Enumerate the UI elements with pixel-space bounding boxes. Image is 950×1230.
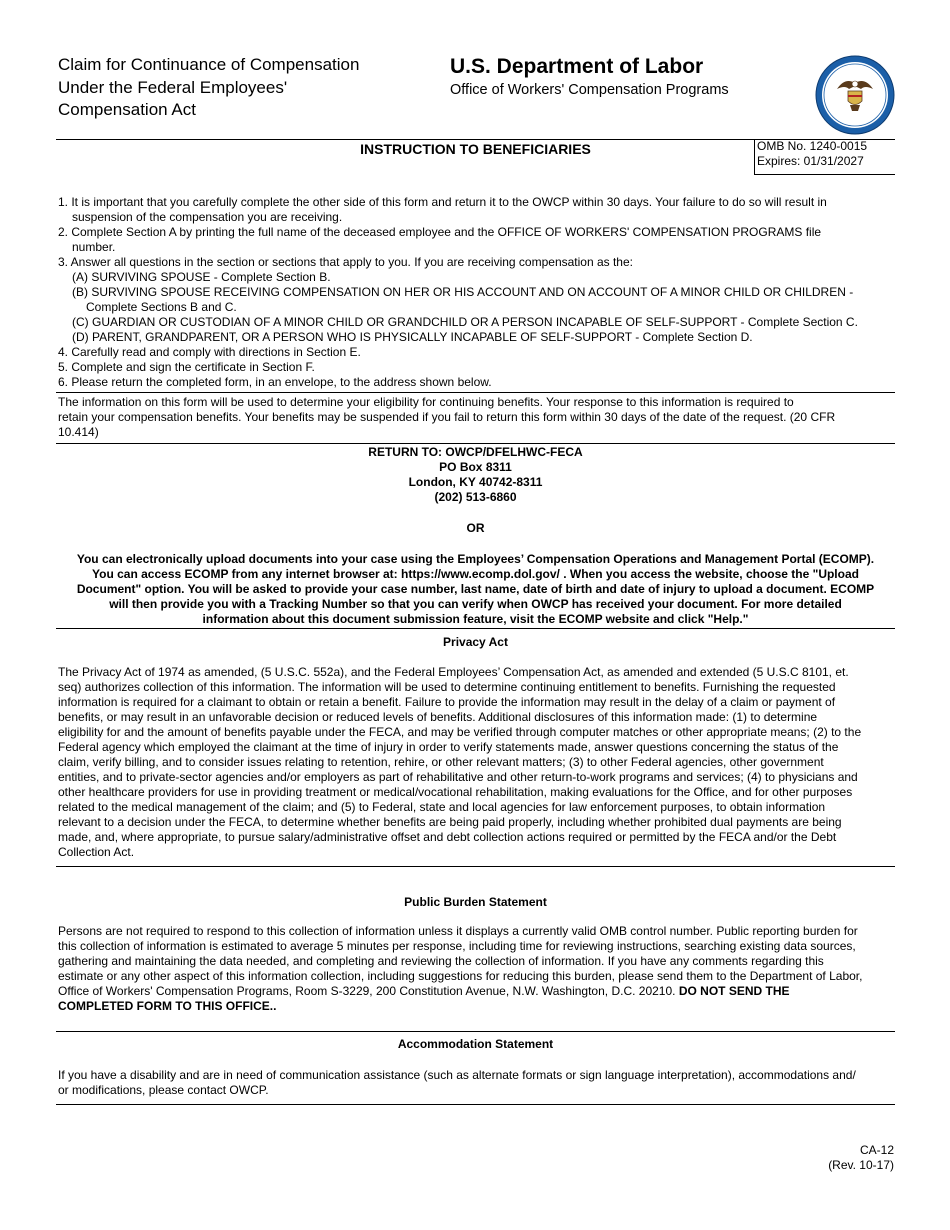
- accommodation-title: Accommodation Statement: [397, 1037, 554, 1051]
- list-item-continued: suspension of the compensation you are receiving.: [72, 210, 343, 224]
- accommodation-line: If you have a disability and are in need of communication assistance (such as alternate formats or sign language interpretation), accommodations and/: [58, 1068, 856, 1082]
- privacy-line: Federal agency which employed the claimant at the time of injury in order to verify statements made, answer questions concerning the status of the: [58, 740, 839, 754]
- ecomp-statement: [56, 552, 895, 627]
- privacy-line: claim, verify billing, and to consider issues relating to retention, rehire, or other relevant matters; (3) to other Federal agencies, other government: [58, 755, 824, 769]
- omb-number: OMB No. 1240-0015: [757, 139, 868, 153]
- public-burden-text: [58, 924, 862, 1014]
- privacy-act-title: Privacy Act: [443, 635, 508, 649]
- agency-name: U.S. Department of Labor: [450, 55, 704, 78]
- return-address: [56, 445, 895, 505]
- burden-line: [58, 999, 862, 1014]
- list-item-continued: number.: [72, 240, 116, 254]
- privacy-line: made, and, where appropriate, to pursue salary/administrative offset and debt collection actions required or permitted by the FECA and/or the Debt: [58, 830, 837, 844]
- info-line: retain your compensation benefits. Your benefits may be suspended if you fail to return this form within 30 days of the date of the request. (20 CFR: [58, 410, 836, 424]
- privacy-line: The Privacy Act of 1974 as amended, (5 U.S.C. 552a), and the Federal Employees’ Compensation Act, as amended and extended (5 U.S.C 8101, et.: [58, 665, 849, 679]
- info-line: 10.414): [58, 425, 99, 439]
- list-item: 1. It is important that you carefully complete the other side of this form and return it to the OWCP within 30 days. Your failure to do so will result in: [58, 195, 827, 209]
- sub-item: (D) PARENT, GRANDPARENT, OR A PERSON WHO IS PHYSICALLY INCAPABLE OF SELF-SUPPORT - Complete Section D.: [72, 330, 753, 344]
- form-title: [58, 54, 403, 122]
- public-burden-title: Public Burden Statement: [404, 895, 547, 909]
- divider: [56, 1031, 895, 1032]
- list-item: 4. Carefully read and comply with directions in Section E.: [58, 345, 361, 359]
- accommodation-line: or modifications, please contact OWCP.: [58, 1083, 269, 1097]
- form-title-line: Under the Federal Employees': [58, 77, 288, 97]
- return-phone: (202) 513-6860: [434, 490, 517, 504]
- office-name: Office of Workers' Compensation Programs: [450, 82, 729, 98]
- ecomp-line: information about this document submission feature, visit the ECOMP website and click "Help.": [202, 612, 749, 626]
- return-line: London, KY 40742-8311: [408, 475, 543, 489]
- ecomp-line: You can electronically upload documents into your case using the Employees’ Compensation Operations and Management Portal (ECOMP).: [76, 552, 875, 566]
- do-not-send-warning-continued: COMPLETED FORM TO THIS OFFICE..: [58, 999, 277, 1013]
- privacy-line: relevant to a decision under the FECA, to determine whether benefits are being paid properly, including whether prohibited dual payments are being: [58, 815, 842, 829]
- ecomp-line: Document" option. You will be asked to provide your case number, last name, date of birth and date of injury to upload a document. ECOMP: [76, 582, 875, 596]
- info-line: The information on this form will be used to determine your eligibility for continuing benefits. Your response to this information is required to: [58, 395, 794, 409]
- burden-line: estimate or any other aspect of this information collection, including suggestions for reducing this burden, please send them to the Department of Labor,: [58, 969, 863, 983]
- sub-item: (A) SURVIVING SPOUSE - Complete Section B.: [72, 270, 331, 284]
- ecomp-line: You can access ECOMP from any internet browser at: https://www.ecomp.dol.gov/ . When you access the website, choose the "Upload: [92, 567, 859, 581]
- dol-seal-icon: [815, 55, 895, 135]
- privacy-line: information is required for a claimant to obtain or retain a benefit. Failure to provide the information may result in the delay of a claim or payment of: [58, 695, 836, 709]
- info-statement: [58, 395, 835, 440]
- form-number: CA-12: [859, 1143, 894, 1157]
- instruction-list: [58, 195, 898, 390]
- sub-item: (B) SURVIVING SPOUSE RECEIVING COMPENSATION ON HER OR HIS ACCOUNT AND ON ACCOUNT OF A MINOR CHILD OR CHILDREN -: [72, 285, 854, 299]
- burden-address: Office of Workers' Compensation Programs, Room S-3229, 200 Constitution Avenue, N.W. Washington, D.C. 20210.: [58, 984, 679, 998]
- list-item: 3. Answer all questions in the section or sections that apply to you. If you are receiving compensation as the:: [58, 255, 633, 269]
- privacy-line: seq) authorizes collection of this information. The information will be used to determine continuing entitlement to benefits. Furnishing the requested: [58, 680, 836, 694]
- privacy-line: eligibility for and the amount of benefits payable under the FECA, and may be verified through computer matches or other appropriate means; (2) to the: [58, 725, 862, 739]
- privacy-act-text: [58, 665, 861, 860]
- return-line: PO Box 8311: [439, 460, 512, 474]
- list-item: 5. Complete and sign the certificate in Section F.: [58, 360, 315, 374]
- burden-line: gathering and maintaining the data needed, and completing and reviewing the collection of information. If you have any comments regarding this: [58, 954, 824, 968]
- instructions-title: INSTRUCTION TO BENEFICIARIES: [360, 141, 591, 157]
- privacy-line: entities, and to private-sector agencies and/or employers as part of rehabilitative and other return-to-work programs and services; (4) to physicians and: [58, 770, 858, 784]
- privacy-line: other healthcare providers for use in providing treatment or medical/vocational rehabilitation, making evaluations for the Office, and for other purposes: [58, 785, 853, 799]
- burden-line: this collection of information is estimated to average 5 minutes per response, including time for reviewing instructions, searching existing data sources,: [58, 939, 856, 953]
- return-line: RETURN TO: OWCP/DFELHWC-FECA: [368, 445, 583, 459]
- form-title-line: Compensation Act: [58, 100, 196, 119]
- list-item: 2. Complete Section A by printing the full name of the deceased employee and the OFFICE OF WORKERS' COMPENSATION PROGRAMS file: [58, 225, 822, 239]
- divider: [56, 628, 895, 629]
- privacy-line: Collection Act.: [58, 845, 135, 859]
- burden-line: Persons are not required to respond to this collection of information unless it displays a currently valid OMB control number. Public reporting burden for: [58, 924, 858, 938]
- form-footer: [828, 1143, 894, 1173]
- omb-expiration: Expires: 01/31/2027: [757, 154, 864, 168]
- sub-item: (C) GUARDIAN OR CUSTODIAN OF A MINOR CHILD OR GRANDCHILD OR A PERSON INCAPABLE OF SELF-SUPPORT - Complete Section C.: [72, 315, 858, 329]
- do-not-send-warning: DO NOT SEND THE: [678, 984, 790, 998]
- privacy-line: related to the medical management of the claim; and (5) to Federal, state and local agencies for law enforcement purposes, to obtain information: [58, 800, 826, 814]
- or-separator: OR: [466, 521, 485, 535]
- divider: [56, 443, 895, 444]
- divider: [56, 1104, 895, 1105]
- accommodation-text: [58, 1068, 856, 1098]
- burden-line: [58, 984, 862, 999]
- form-revision: (Rev. 10-17): [828, 1158, 894, 1172]
- privacy-line: benefits, or may result in an unfavorable decision or reduced levels of benefits. Additional disclosures of this information made: (1) to determine: [58, 710, 818, 724]
- sub-item-continued: Complete Sections B and C.: [86, 300, 237, 314]
- divider: [56, 392, 895, 393]
- list-item: 6. Please return the completed form, in an envelope, to the address shown below.: [58, 375, 492, 389]
- form-title-line: Claim for Continuance of Compensation: [58, 55, 360, 74]
- omb-box-bottom-border: [754, 174, 895, 175]
- ecomp-line: will then provide you with a Tracking Number so that you can verify when OWCP has received your document. For more detailed: [109, 597, 842, 611]
- omb-box: [757, 139, 867, 169]
- divider: [56, 866, 895, 867]
